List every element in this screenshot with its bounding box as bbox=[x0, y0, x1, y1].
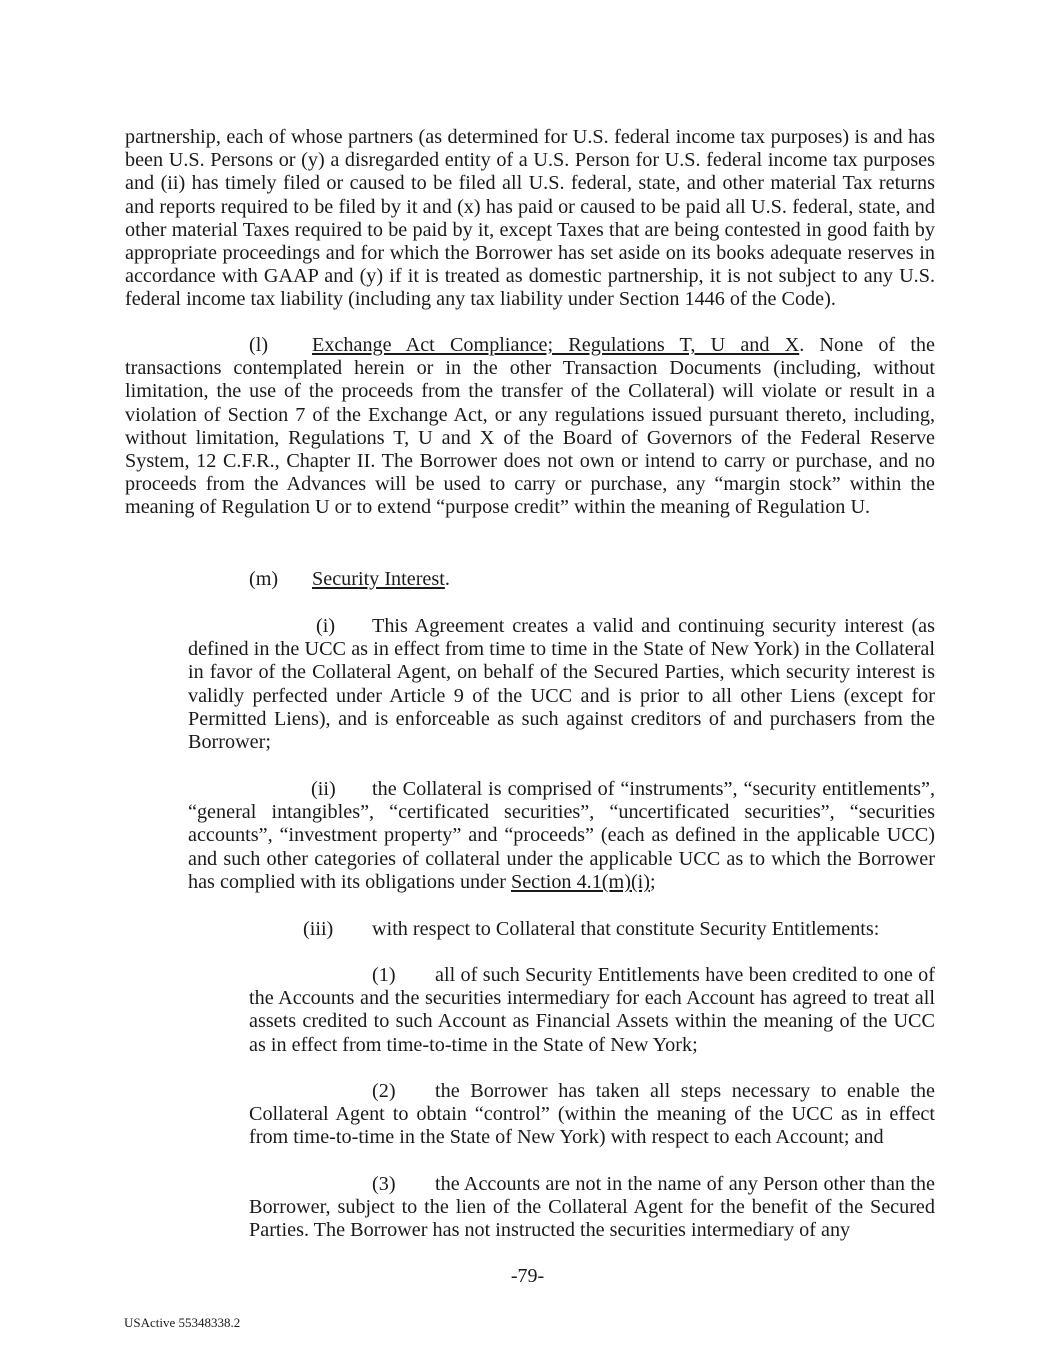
subsection-i-number: (i) bbox=[316, 615, 336, 637]
document-footer-id: USActive 55348338.2 bbox=[124, 1315, 241, 1330]
subsection-ii-number: (ii) bbox=[311, 778, 336, 800]
item-3 bbox=[249, 1173, 935, 1243]
page-number: -79- bbox=[510, 1265, 545, 1287]
subsection-ii bbox=[188, 778, 935, 894]
item-2 bbox=[249, 1080, 935, 1150]
item-3-text: the Accounts are not in the name of any Person other than the Borrower, subject to the lien of the Collateral Agent for the benefit of the Secured Parties. The Borrower has not instructed the securities intermediary of any bbox=[249, 1173, 935, 1242]
item-2-text: the Borrower has taken all steps necessary to enable the Collateral Agent to obtain “control” (within the meaning of the UCC as in effect from time-to-time in the State of New York) with respect to each Account; and bbox=[249, 1080, 935, 1149]
item-3-number: (3) bbox=[372, 1173, 396, 1195]
subsection-ii-text: the Collateral is comprised of “instruments”, “security entitlements”, “general intangibles”, “certificated securities”, “uncertificated securities”, “securities accounts”, “investment property” and “proceeds” (each as defined in the applicable UCC) and such other categories of collateral under the applicable UCC as to which the Borrower has complied with its obligations under bbox=[188, 778, 935, 893]
item-2-number: (2) bbox=[372, 1080, 396, 1102]
subsection-i-text: This Agreement creates a valid and continuing security interest (as defined in the UCC as in effect from time to time in the State of New York) in the Collateral in favor of the Collateral Agent, on behalf of the Secured Parties, which security interest is validly perfected under Article 9 of the UCC and is prior to all other Liens (except for Permitted Liens), and is enforceable as such against creditors of and purchasers from the Borrower; bbox=[188, 615, 935, 754]
subsection-iii-number: (iii) bbox=[303, 918, 334, 940]
item-1-text: all of such Security Entitlements have been credited to one of the Accounts and the securities intermediary for each Account has agreed to treat all assets credited to such Account as Financial Assets within the meaning of the UCC as in effect from time-to-time in the State of New York; bbox=[249, 964, 935, 1056]
paragraph-m-period: . bbox=[444, 568, 450, 590]
subsection-iii bbox=[188, 918, 935, 941]
paragraph-l-number: (l) bbox=[249, 334, 269, 356]
paragraph-m bbox=[125, 568, 935, 591]
paragraph-m-heading: Security Interest bbox=[312, 568, 445, 590]
paragraph-m-number: (m) bbox=[249, 568, 279, 590]
paragraph-l-text: . None of the transactions contemplated herein or in the other Transaction Documents (including, without limitation, the use of the proceeds from the transfer of the Collateral) will violate or result in a violation of Section 7 of the Exchange Act, or any regulations issued pursuant thereto, including, without limitation, Regulations T, U and X of the Board of Governors of the Federal Reserve System, 12 C.F.R., Chapter II. The Borrower does not own or intend to carry or purchase, and no proceeds from the Advances will be used to carry or purchase, any “margin stock” within the meaning of Regulation U or to extend “purpose credit” within the meaning of Regulation U. bbox=[125, 334, 935, 519]
section-4-1-reference[interactable]: Section 4.1(m)(i) bbox=[510, 870, 651, 893]
subsection-ii-end: ; bbox=[650, 870, 656, 893]
item-1 bbox=[249, 964, 935, 1057]
paragraph-l-heading: Exchange Act Compliance; Regulations T, U and X bbox=[312, 334, 800, 356]
subsection-i bbox=[188, 615, 935, 754]
paragraph-k-continuation: partnership, each of whose partners (as determined for U.S. federal income tax purposes) is and has been U.S. Persons or (y) a disregarded entity of a U.S. Person for U.S. federal income tax purposes and (ii) has timely filed or caused to be filed all U.S. federal, state, and other material Tax returns and reports required to be filed by it and (x) has paid or caused to be paid all U.S. federal, state, and other material Taxes required to be paid by it, except Taxes that are being contested in good faith by appropriate proceedings and for which the Borrower has set aside on its books adequate reserves in accordance with GAAP and (y) if it is treated as domestic partnership, it is not subject to any U.S. federal income tax liability (including any tax liability under Section 1446 of the Code). bbox=[125, 126, 935, 311]
item-1-number: (1) bbox=[372, 964, 396, 986]
paragraph-l bbox=[125, 334, 935, 520]
subsection-iii-text: with respect to Collateral that constitute Security Entitlements: bbox=[372, 918, 880, 940]
